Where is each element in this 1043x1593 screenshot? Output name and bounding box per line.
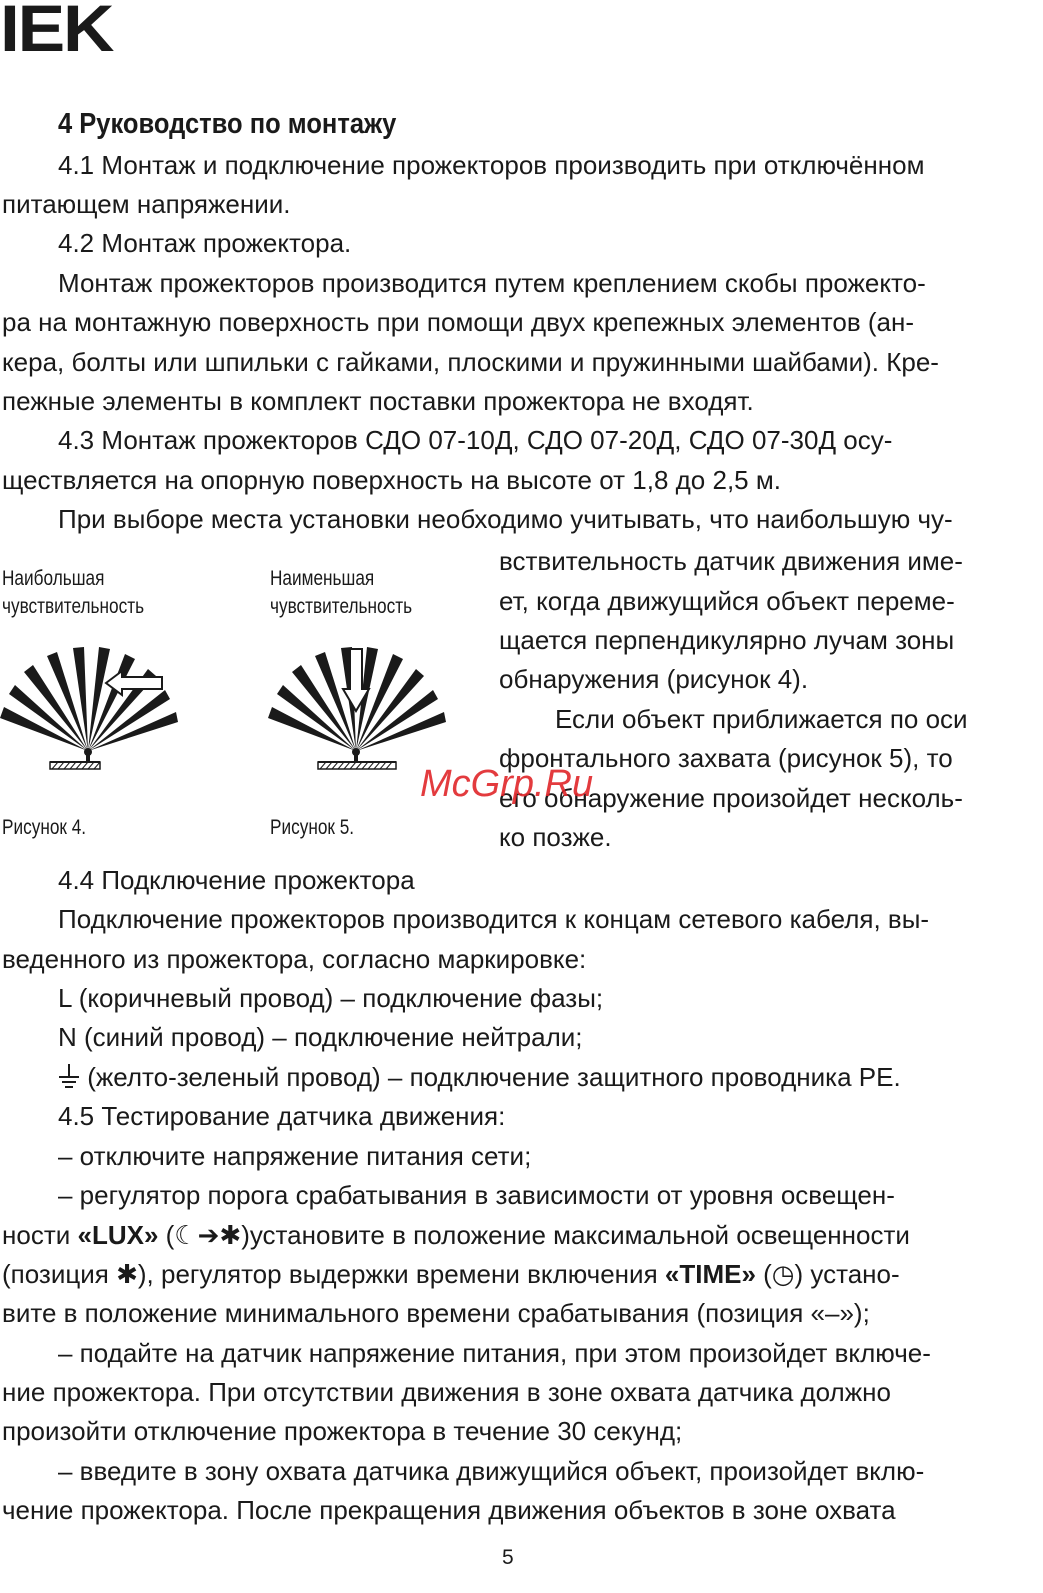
paragraph-4-2-line: пежные элементы в комплект поставки прожектора не входят. (2, 386, 754, 416)
paragraph-choice-line: ет, когда движущийся объект переме- (499, 586, 955, 616)
time-label: «TIME» (664, 1259, 756, 1289)
paragraph-4-1-line: питающем напряжении. (2, 189, 291, 219)
paragraph-4-1-line: 4.1 Монтаж и подключение прожекторов производить при отключённом (58, 150, 925, 180)
page-number: 5 (502, 1546, 514, 1569)
section-heading: 4 Руководство по монтажу (58, 108, 397, 140)
wire-pe-text: (желто-зеленый провод) – подключение защитного проводника PE. (87, 1062, 901, 1092)
step-2-line (2, 1254, 900, 1295)
figure-5-label: чувствительность (270, 595, 413, 618)
step-3-line: ние прожектора. При отсутствии движения в зоне охвата датчика должно (2, 1377, 891, 1407)
figure-4-sensor-diagram (0, 645, 180, 775)
wire-n-line: N (синий провод) – подключение нейтрали; (58, 1022, 583, 1052)
paragraph-choice-line: щается перпендикулярно лучам зоны (499, 625, 955, 655)
step-2-text: ности (2, 1220, 78, 1250)
step-2-line (2, 1215, 910, 1256)
step-1-line: – отключите напряжение питания сети; (58, 1141, 532, 1171)
paragraph-4-3-line: ществляется на опорную поверхность на высоте от 1,8 до 2,5 м. (2, 465, 781, 495)
paragraph-4-2-line: Монтаж прожекторов производится путем креплением скобы прожекто- (58, 268, 926, 298)
moon-arrow-sun-icon: ☾➔✱ (174, 1221, 242, 1251)
step-3-line: произойти отключение прожектора в течение 30 секунд; (2, 1416, 683, 1446)
step-2-text: ) устано- (794, 1259, 900, 1289)
paragraph-4-2-title: 4.2 Монтаж прожектора. (58, 228, 352, 258)
figure-4-caption: Рисунок 4. (2, 816, 87, 839)
wire-l-line: L (коричневый провод) – подключение фазы; (58, 983, 604, 1013)
step-3-line: – подайте на датчик напряжение питания, при этом произойдет включе- (58, 1338, 931, 1368)
paragraph-4-4-title: 4.4 Подключение прожектора (58, 865, 415, 895)
paragraph-choice-line: фронтального захвата (рисунок 5), то (499, 743, 953, 773)
lux-label: «LUX» (77, 1220, 159, 1250)
step-2-line: – регулятор порога срабатывания в зависимости от уровня освещен- (58, 1180, 895, 1210)
paragraph-choice-line: ко позже. (499, 822, 612, 852)
paragraph-4-2-line: ра на монтажную поверхность при помощи двух крепежных элементов (ан- (2, 307, 915, 337)
step-2-text: ( (755, 1259, 772, 1289)
figure-4-label: Наибольшая (2, 567, 105, 590)
step-2-text: ), регулятор выдержки времени включения (137, 1259, 665, 1289)
paragraph-choice-line: Если объект приближается по оси (555, 704, 968, 734)
paragraph-choice-line: вствительность датчик движения име- (499, 546, 963, 576)
paragraph-4-2-line: кера, болты или шпильки с гайками, плоскими и пружинными шайбами). Кре- (2, 347, 939, 377)
paragraph-4-3-line: 4.3 Монтаж прожекторов СДО 07-10Д, СДО 07-20Д, СДО 07-30Д осу- (58, 425, 893, 455)
figure-5-label: Наименьшая (270, 567, 375, 590)
step-4-line: – введите в зону охвата датчика движущийся объект, произойдет вклю- (58, 1456, 925, 1486)
paragraph-4-4-line: Подключение прожекторов производится к концам сетевого кабеля, вы- (58, 904, 930, 934)
figure-5-caption: Рисунок 5. (270, 816, 355, 839)
paragraph-choice-line: его обнаружение произойдет несколь- (499, 783, 963, 813)
figure-5-sensor-diagram (268, 645, 448, 775)
ground-icon (58, 1062, 80, 1090)
figure-4-label: чувствительность (2, 595, 145, 618)
step-2-text: ( (158, 1220, 175, 1250)
iek-logo: IEK (0, 0, 113, 65)
wire-pe-line (58, 1057, 901, 1097)
step-2-text: (позиция (2, 1259, 117, 1289)
step-2-line: вите в положение минимального времени срабатывания (позиция «–»); (2, 1298, 870, 1328)
paragraph-choice-line: При выборе места установки необходимо учитывать, что наибольшую чу- (58, 504, 953, 534)
paragraph-4-5-title: 4.5 Тестирование датчика движения: (58, 1101, 506, 1131)
paragraph-choice-line: обнаружения (рисунок 4). (499, 664, 809, 694)
sun-icon: ✱ (116, 1260, 138, 1290)
watermark: McGrp.Ru (420, 763, 594, 805)
clock-icon: ◷ (771, 1260, 795, 1290)
step-4-line: чение прожектора. После прекращения движения объектов в зоне охвата (2, 1495, 896, 1525)
paragraph-4-4-line: веденного из прожектора, согласно маркировке: (2, 944, 587, 974)
step-2-text: )установите в положение максимальной освещенности (241, 1220, 910, 1250)
